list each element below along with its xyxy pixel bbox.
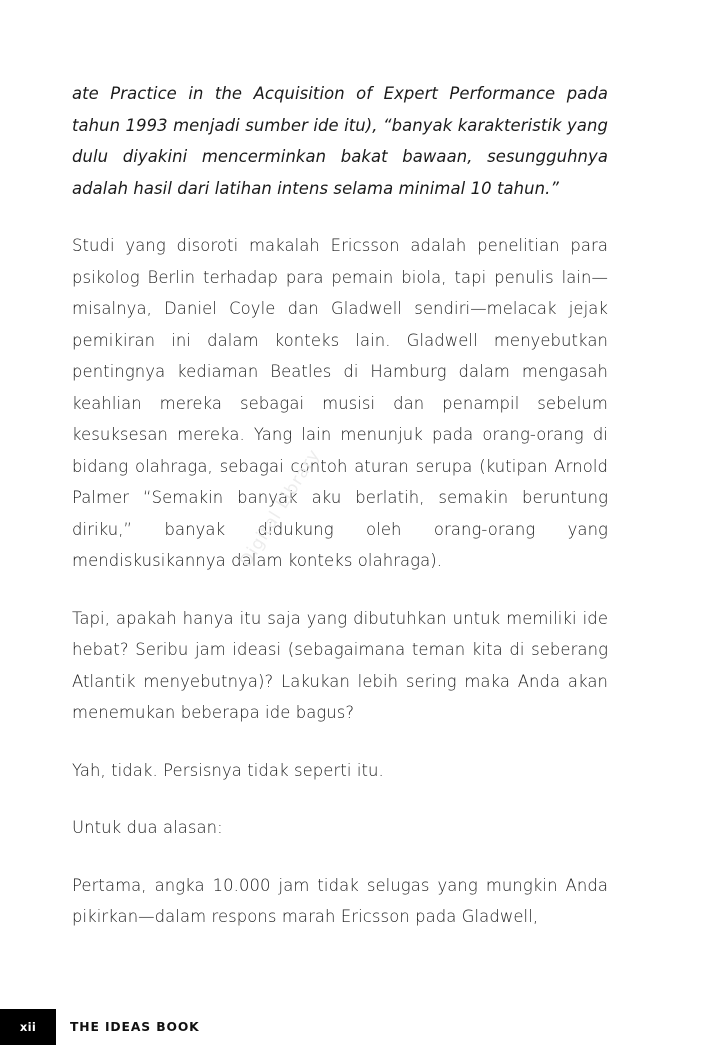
page-body — [72, 78, 608, 933]
paragraph-2: Studi yang disoroti makalah Ericsson adalah penelitian para psikolog Berlin terhadap para pemain biola, tapi penulis lain—misalnya, Daniel Coyle dan Gladwell sendiri—melacak jejak pemikiran ini dalam konteks lain. Gladwell menyebutkan pentingnya kediaman Beatles di Hamburg dalam mengasah keahlian mereka sebagai musisi dan penampil sebelum kesuksesan mereka. Yang lain menunjuk pada orang-orang di bidang olahraga, sebagai contoh aturan serupa (kutipan Arnold Palmer “Semakin banyak aku berlatih, semakin beruntung diriku,” banyak didukung oleh orang-orang yang mendiskusikannya dalam konteks olahraga). — [72, 236, 608, 570]
paragraph-4: Yah, tidak. Persisnya tidak seperti itu. — [72, 760, 384, 780]
paragraph-3: Tapi, apakah hanya itu saja yang dibutuhkan untuk memiliki ide hebat? Seribu jam ideasi (sebagaimana teman kita di seberang Atlantik menyebutnya)? Lakukan lebih sering maka Anda akan menemukan beberapa ide bagus? — [72, 608, 608, 722]
running-title: THE IDEAS BOOK — [70, 1020, 200, 1034]
paragraph-1: ate Practice in the Acquisition of Expert Performance pada tahun 1993 menjadi sumber ide itu), “banyak karakteristik yang dulu diyakini mencerminkan bakat bawaan, sesungguhnya adalah hasil dari latihan intens selama minimal 10 tahun.” — [72, 84, 608, 198]
paragraph-5: Untuk dua alasan: — [72, 818, 223, 837]
paragraph-6: Pertama, angka 10.000 jam tidak selugas yang mungkin Anda pikirkan—dalam respons marah Ericsson pada Gladwell, — [72, 875, 608, 926]
watermark-text: Digital Library — [236, 445, 325, 571]
folio-number: xii — [0, 1009, 56, 1045]
page-footer — [0, 1009, 709, 1045]
